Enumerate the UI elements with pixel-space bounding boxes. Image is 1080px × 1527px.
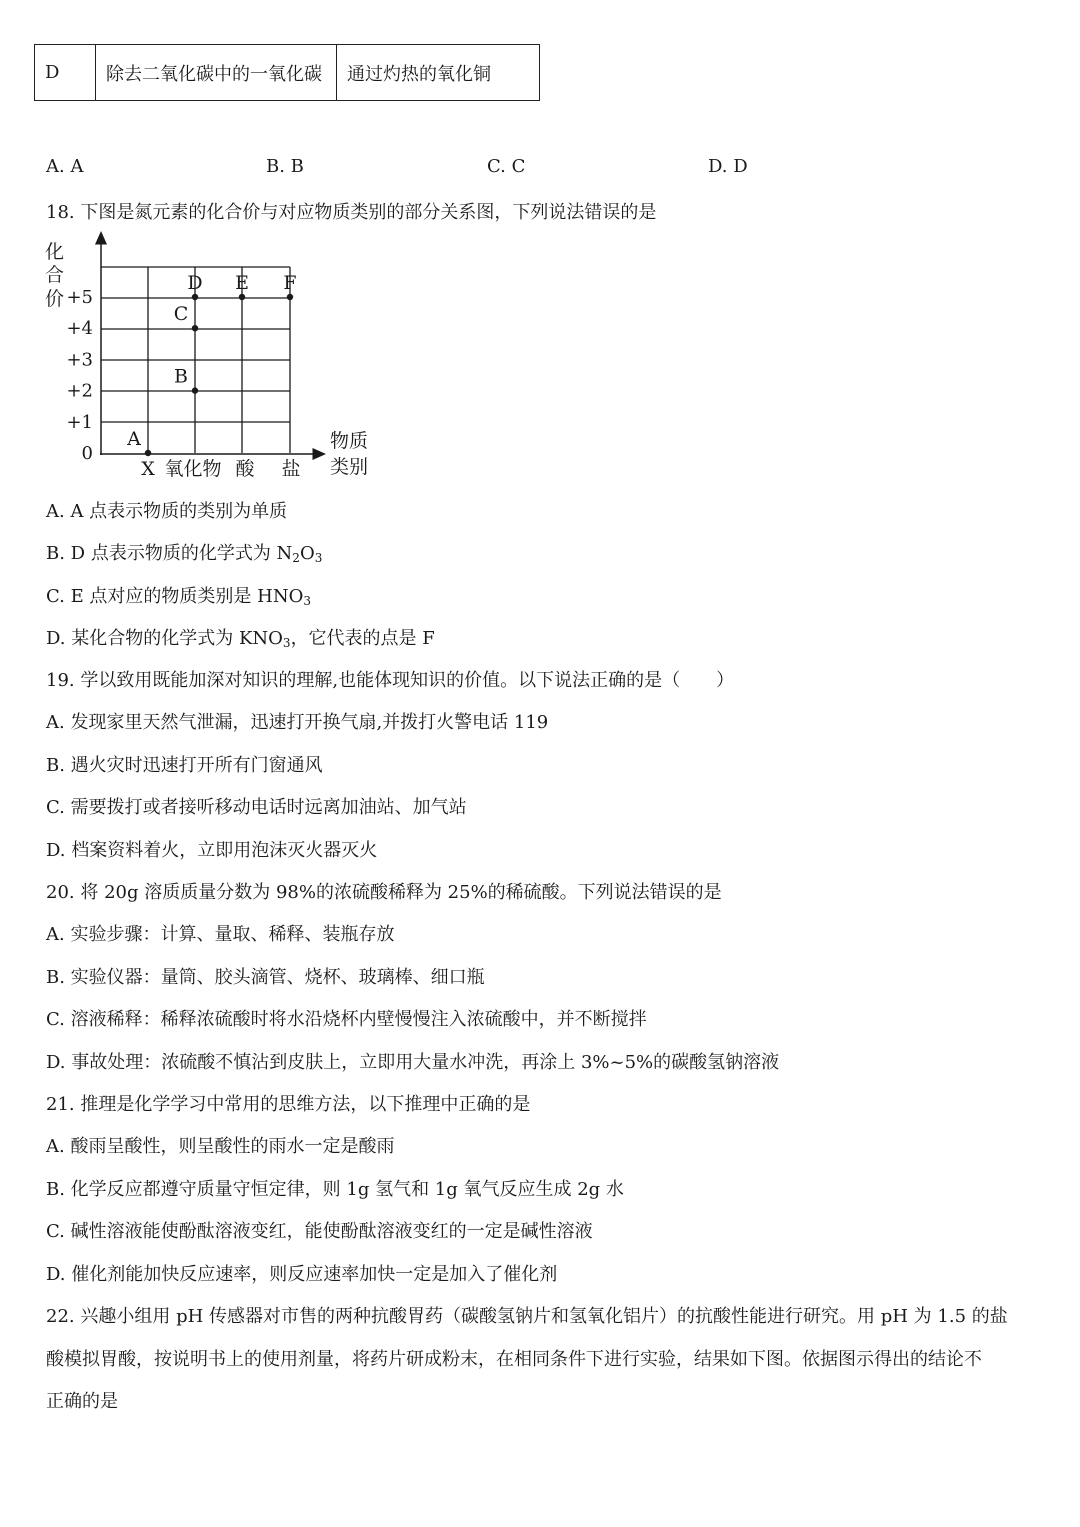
- table-cell-purpose: 除去二氧化碳中的一氧化碳: [96, 45, 337, 101]
- x-axis-title-line: 物质: [330, 430, 369, 452]
- data-point: [145, 450, 151, 456]
- y-tick-label: +5: [66, 287, 93, 308]
- y-axis-title-char: 化: [45, 241, 65, 263]
- data-point: [192, 325, 198, 331]
- q20-stem: 20. 将 20g 溶质质量分数为 98%的浓硫酸稀释为 25%的稀硫酸。下列说法错误的是: [46, 882, 722, 903]
- q17-option-c: C. C: [487, 156, 526, 177]
- q19-option-b: B. 遇火灾时迅速打开所有门窗通风: [46, 755, 323, 776]
- data-point: [192, 294, 198, 300]
- table-cell-method: 通过灼热的氧化铜: [337, 45, 540, 101]
- q18-option-a: A. A 点表示物质的类别为单质: [46, 501, 288, 522]
- q22-stem-line1: 22. 兴趣小组用 pH 传感器对市售的两种抗酸胃药（碳酸氢钠片和氢氧化铝片）的抗酸性能进行研究。用 pH 为 1.5 的盐: [46, 1306, 1008, 1327]
- q18-option-b: B. D 点表示物质的化学式为 $N_2O_3$: [46, 543, 323, 565]
- data-point: [192, 387, 198, 393]
- q21-option-a: A. 酸雨呈酸性，则呈酸性的雨水一定是酸雨: [46, 1136, 395, 1157]
- q19-option-c: C. 需要拨打或者接听移动电话时远离加油站、加气站: [46, 797, 467, 818]
- point-label: A: [127, 428, 141, 450]
- valence-chart: [0, 225, 420, 485]
- q17-option-b: B. B: [266, 156, 304, 177]
- point-label: B: [174, 365, 188, 388]
- q19-option-a: A. 发现家里天然气泄漏，迅速打开换气扇,并拨打火警电话 119: [46, 712, 549, 733]
- x-tick-label: 盐: [281, 458, 301, 480]
- data-point: [239, 294, 245, 300]
- q17-option-a: A. A: [46, 156, 84, 177]
- q20-option-c: C. 溶液稀释：稀释浓硫酸时将水沿烧杯内壁慢慢注入浓硫酸中，并不断搅拌: [46, 1009, 647, 1030]
- x-tick-label: 氧化物: [164, 458, 222, 480]
- q22-stem-line2: 酸模拟胃酸，按说明书上的使用剂量，将药片研成粉末，在相同条件下进行实验，结果如下图。依据图示得出的结论不: [46, 1349, 982, 1370]
- x-axis-title: [330, 430, 368, 478]
- q22-stem-line3: 正确的是: [46, 1391, 118, 1412]
- y-tick-label: +3: [66, 349, 93, 371]
- q20-option-d: D. 事故处理：浓硫酸不慎沾到皮肤上，立即用大量水冲洗，再涂上 3%~5%的碳酸氢钠溶液: [46, 1052, 780, 1073]
- data-point: [287, 294, 293, 300]
- options-table: [34, 44, 540, 101]
- table-cell-label: D: [35, 45, 96, 101]
- q20-option-a: A. 实验步骤：计算、量取、稀释、装瓶存放: [46, 924, 395, 945]
- q21-option-d: D. 催化剂能加快反应速率，则反应速率加快一定是加入了催化剂: [46, 1264, 558, 1285]
- q18-stem: 18. 下图是氮元素的化合价与对应物质类别的部分关系图，下列说法错误的是: [46, 202, 657, 223]
- q21-option-b: B. 化学反应都遵守质量守恒定律，则 1g 氢气和 1g 氧气反应生成 2g 水: [46, 1179, 624, 1200]
- point-label: C: [173, 303, 189, 326]
- q21-stem: 21. 推理是化学学习中常用的思维方法，以下推理中正确的是: [46, 1094, 531, 1115]
- table-row: [35, 45, 540, 101]
- q19-option-d: D. 档案资料着火，立即用泡沫灭火器灭火: [46, 840, 378, 861]
- q21-option-c: C. 碱性溶液能使酚酞溶液变红，能使酚酞溶液变红的一定是碱性溶液: [46, 1221, 593, 1242]
- point-label: F: [283, 272, 297, 294]
- point-label: E: [235, 272, 249, 294]
- y-tick-label: +4: [66, 318, 93, 340]
- y-tick-label: +1: [66, 411, 93, 433]
- y-axis-title-char: 价: [45, 288, 65, 310]
- y-axis-title: [45, 241, 64, 310]
- x-axis-title-line: 类别: [330, 456, 369, 478]
- y-axis-title-char: 合: [45, 264, 65, 286]
- q18-option-c: C. E 点对应的物质类别是 $HNO_3$: [46, 586, 312, 608]
- point-label: D: [187, 272, 203, 294]
- q19-stem: 19. 学以致用既能加深对知识的理解,也能体现知识的价值。以下说法正确的是（ ）: [46, 670, 735, 691]
- q17-option-d: D. D: [708, 156, 748, 177]
- q18-option-d: D. 某化合物的化学式为 $KNO_3$，它代表的点是 F: [46, 628, 435, 650]
- x-tick-label: X: [141, 458, 155, 480]
- q20-option-b: B. 实验仪器：量筒、胶头滴管、烧杯、玻璃棒、细口瓶: [46, 967, 485, 988]
- x-tick-label: 酸: [235, 458, 255, 480]
- y-tick-label: 0: [81, 443, 93, 464]
- y-tick-label: +2: [66, 380, 93, 402]
